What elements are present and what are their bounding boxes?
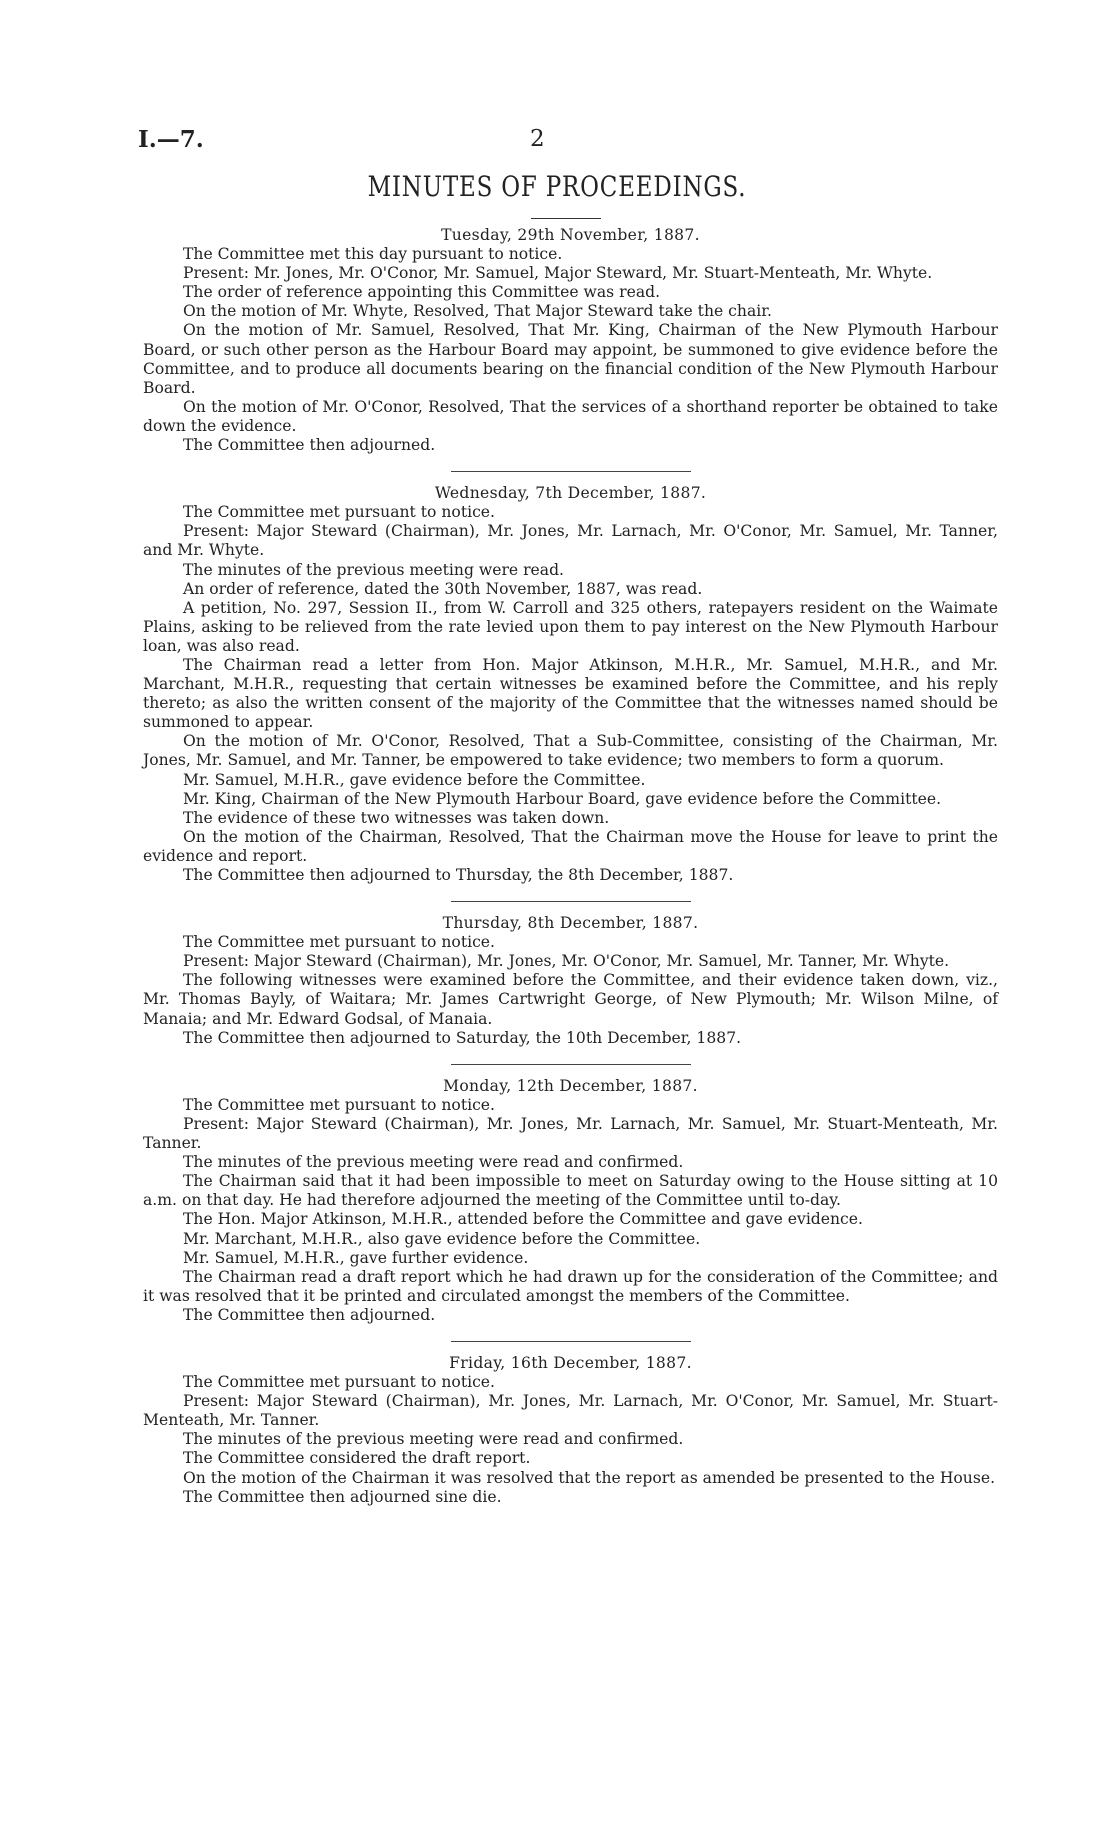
paragraph: The Chairman said that it had been impossible to meet on Saturday owing to the House sitting at 10 a.m. on that day. He had therefore adjourned the meeting of the Committee until to-day. — [143, 1172, 998, 1210]
paragraph: A petition, No. 297, Session II., from W. Carroll and 325 others, ratepayers resident on the Waimate Plains, asking to be relieved from the rate levied upon them to pay interest on the New Plymouth Harbour loan, was also read. — [143, 598, 998, 655]
paragraph: The Committee then adjourned. — [183, 1305, 436, 1324]
paragraph: Mr. Samuel, M.H.R., gave further evidence. — [183, 1248, 529, 1267]
paragraph: The evidence of these two witnesses was taken down. — [183, 808, 610, 827]
meeting-section — [143, 1077, 998, 1325]
meeting-section — [143, 1354, 998, 1507]
paragraph: On the motion of Mr. Samuel, Resolved, That Mr. King, Chairman of the New Plymouth Harbour Board, or such other person as the Harbour Board may appoint, be summoned to give evidence before the Committee, and to produce all documents bearing on the financial condition of the New Plymouth Harbour Board. — [143, 321, 998, 397]
meeting-date: Tuesday, 29th November, 1887. — [441, 226, 700, 244]
meeting-date: Wednesday, 7th December, 1887. — [434, 484, 707, 503]
section-divider — [451, 1064, 691, 1065]
paragraph: The following witnesses were examined before the Committee, and their evidence taken down, viz., Mr. Thomas Bayly, of Waitara; Mr. James Cartwright George, of New Plymouth; Mr. Wilson Milne, of Manaia; and Mr. Edward Godsal, of Manaia. — [143, 971, 998, 1028]
meeting-section — [143, 226, 998, 455]
paragraph: The Committee considered the draft report. — [183, 1449, 531, 1468]
paragraph: On the motion of Mr. O'Conor, Resolved, That the services of a shorthand reporter be obtained to take down the evidence. — [143, 397, 998, 435]
paragraph: The Committee met pursuant to notice. — [183, 933, 495, 952]
paragraph: Mr. King, Chairman of the New Plymouth Harbour Board, gave evidence before the Committee. — [183, 789, 942, 808]
paragraph: The Committee met pursuant to notice. — [183, 1095, 495, 1114]
section-divider — [451, 471, 691, 472]
paragraph: On the motion of the Chairman, Resolved, That the Chairman move the House for leave to print the evidence and report. — [143, 827, 998, 865]
paragraph: The Committee met pursuant to notice. — [183, 503, 495, 522]
paragraph: Mr. Samuel, M.H.R., gave evidence before the Committee. — [183, 770, 646, 789]
document-reference: I.—7. — [138, 126, 204, 153]
paragraph: The Chairman read a letter from Hon. Major Atkinson, M.H.R., Mr. Samuel, M.H.R., and Mr. Marchant, M.H.R., requesting that certain witnesses be examined before the Committee, and his reply thereto; as also the written consent of the majority of the Committee that the witnesses named should be summoned to appear. — [143, 655, 998, 732]
paragraph: The minutes of the previous meeting were read and confirmed. — [183, 1430, 684, 1449]
paragraph: The Committee then adjourned sine die. — [183, 1487, 502, 1506]
paragraph: The Committee then adjourned to Saturday, the 10th December, 1887. — [183, 1028, 742, 1047]
paragraph: Present: Major Steward (Chairman), Mr. Jones, Mr. Larnach, Mr. O'Conor, Mr. Samuel, Mr. Tanner, and Mr. Whyte. — [143, 522, 998, 560]
meeting-date: Monday, 12th December, 1887. — [443, 1076, 698, 1095]
section-divider — [451, 901, 691, 902]
meeting-section — [143, 914, 998, 1048]
paragraph: The order of reference appointing this Committee was read. — [183, 283, 661, 302]
paragraph: The Hon. Major Atkinson, M.H.R., attended before the Committee and gave evidence. — [183, 1210, 863, 1229]
section-divider — [451, 1341, 691, 1342]
paragraph: The Committee met pursuant to notice. — [183, 1373, 495, 1392]
meeting-date: Thursday, 8th December, 1887. — [442, 914, 699, 933]
paragraph: The Chairman read a draft report which he had drawn up for the consideration of the Committee; and it was resolved that it be printed and circulated amongst the members of the Committee. — [143, 1267, 998, 1305]
paragraph: The Committee then adjourned to Thursday, the 8th December, 1887. — [183, 866, 734, 884]
meeting-date: Friday, 16th December, 1887. — [449, 1353, 692, 1372]
paragraph: Mr. Marchant, M.H.R., also gave evidence before the Committee. — [183, 1229, 701, 1248]
minutes-body — [143, 222, 998, 1507]
paragraph: The Committee met this day pursuant to notice. — [183, 245, 563, 264]
paragraph: On the motion of the Chairman it was resolved that the report as amended be presented to the House. — [183, 1468, 996, 1487]
page-number: 2 — [530, 126, 545, 152]
page-title: MINUTES OF PROCEEDINGS. — [367, 170, 747, 203]
meeting-section — [143, 484, 998, 885]
paragraph: Present: Major Steward (Chairman), Mr. Jones, Mr. O'Conor, Mr. Samuel, Mr. Tanner, Mr. Whyte. — [183, 952, 950, 971]
paragraph: Present: Mr. Jones, Mr. O'Conor, Mr. Samuel, Major Steward, Mr. Stuart-Menteath, Mr. Whyte. — [183, 264, 933, 283]
paragraph: Present: Major Steward (Chairman), Mr. Jones, Mr. Larnach, Mr. Samuel, Mr. Stuart-Menteath, Mr. Tanner. — [143, 1114, 998, 1153]
paragraph: The Committee then adjourned. — [183, 436, 436, 455]
title-rule — [531, 218, 601, 219]
paragraph: The minutes of the previous meeting were read. — [183, 560, 565, 579]
paragraph: On the motion of Mr. O'Conor, Resolved, That a Sub-Committee, consisting of the Chairman, Mr. Jones, Mr. Samuel, and Mr. Tanner, be empowered to take evidence; two members to form a quorum. — [143, 732, 998, 770]
paragraph: Present: Major Steward (Chairman), Mr. Jones, Mr. Larnach, Mr. O'Conor, Mr. Samuel, Mr. Stuart-Menteath, Mr. Tanner. — [143, 1392, 998, 1430]
paragraph: The minutes of the previous meeting were read and confirmed. — [183, 1153, 684, 1172]
paragraph: On the motion of Mr. Whyte, Resolved, That Major Steward take the chair. — [183, 302, 772, 321]
paragraph: An order of reference, dated the 30th November, 1887, was read. — [183, 579, 703, 598]
